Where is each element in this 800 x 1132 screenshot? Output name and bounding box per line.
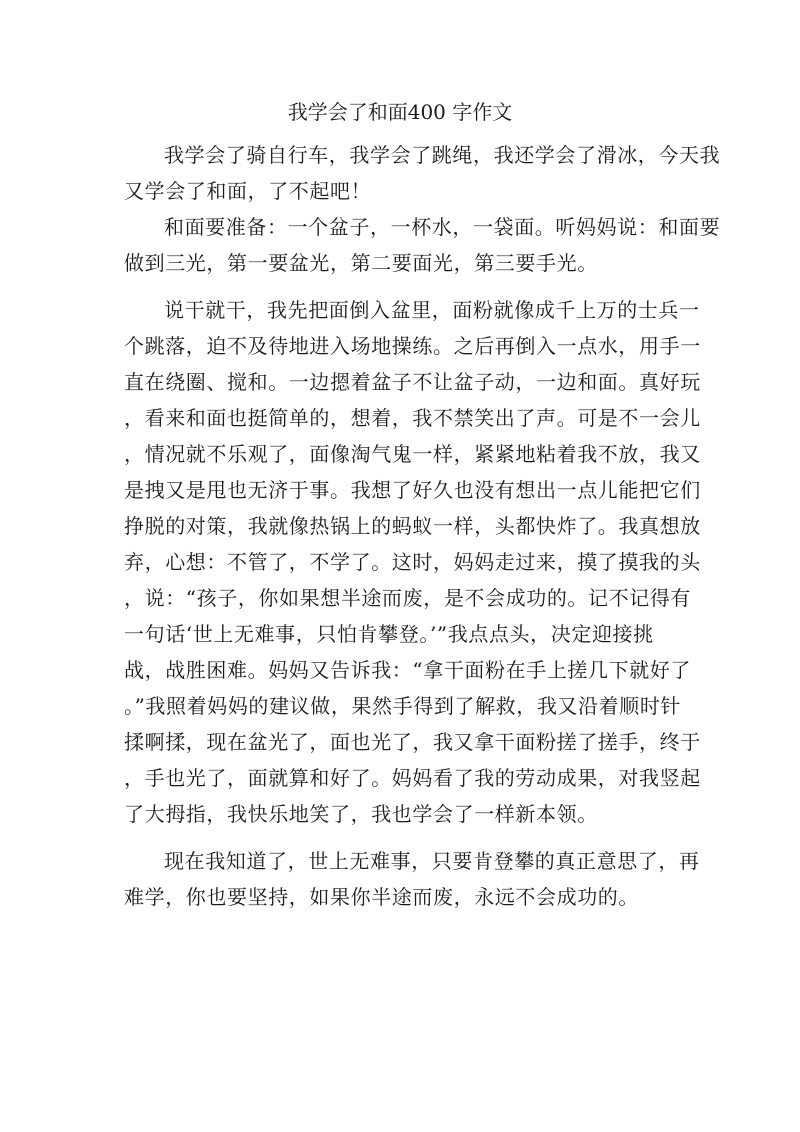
paragraph-3-line-15: 了大拇指，我快乐地笑了，我也学会了一样新本领。 [124,802,598,826]
paragraph-4-line-1: 现在我知道了，世上无难事，只要肯登攀的真正意思了，再 [164,849,700,873]
paragraph-3-line-11: 战，战胜困难。妈妈又告诉我：“拿干面粉在手上搓几下就好了 [124,658,692,682]
paragraph-3-line-5: ，情况就不乐观了，面像淘气鬼一样，紧紧地粘着我不放，我又 [124,442,701,466]
paragraph-3-line-2: 个跳落，迫不及待地进入场地操练。之后再倒入一点水，用手一 [124,334,701,358]
paragraph-3-line-10: 一句话‘世上无难事，只怕肯攀登。’”我点点头，决定迎接挑 [124,622,654,646]
paragraph-1-line-2: 又学会了和面，了不起吧！ [124,179,372,203]
paragraph-3-line-13: 揉啊揉，现在盆光了，面也光了，我又拿干面粉搓了搓手，终于 [124,730,701,754]
paragraph-3-line-14: ，手也光了，面就算和好了。妈妈看了我的劳动成果，对我竖起 [124,766,701,790]
paragraph-2-line-2: 做到三光，第一要盆光，第二要面光，第三要手光。 [124,251,598,275]
paragraph-3-line-1: 说干就干，我先把面倒入盆里，面粉就像成千上万的士兵一 [164,298,700,322]
document-title: 我学会了和面400 字作文 [287,100,513,124]
paragraph-3-line-8: 弃，心想：不管了，不学了。这时，妈妈走过来，摸了摸我的头 [124,550,701,574]
paragraph-3-line-7: 挣脱的对策，我就像热锅上的蚂蚁一样，头都快炸了。我真想放 [124,514,701,538]
paragraph-4-line-2: 难学，你也要坚持，如果你半途而废，永远不会成功的。 [124,885,639,909]
paragraph-3-line-12: 。”我照着妈妈的建议做，果然手得到了解救，我又沿着顺时针 [124,694,682,718]
paragraph-2-line-1: 和面要准备：一个盆子，一杯水，一袋面。听妈妈说：和面要 [164,215,721,239]
paragraph-3-line-4: ，看来和面也挺简单的，想着，我不禁笑出了声。可是不一会儿 [124,406,701,430]
paragraph-3-line-9: ，说：“孩子，你如果想半途而废，是不会成功的。记不记得有 [124,586,692,610]
paragraph-3-line-3: 直在绕圈、搅和。一边摁着盆子不让盆子动，一边和面。真好玩 [124,370,701,394]
paragraph-1-line-1: 我学会了骑自行车，我学会了跳绳，我还学会了滑冰，今天我 [164,143,721,167]
paragraph-3-line-6: 是拽又是甩也无济于事。我想了好久也没有想出一点儿能把它们 [124,478,701,502]
